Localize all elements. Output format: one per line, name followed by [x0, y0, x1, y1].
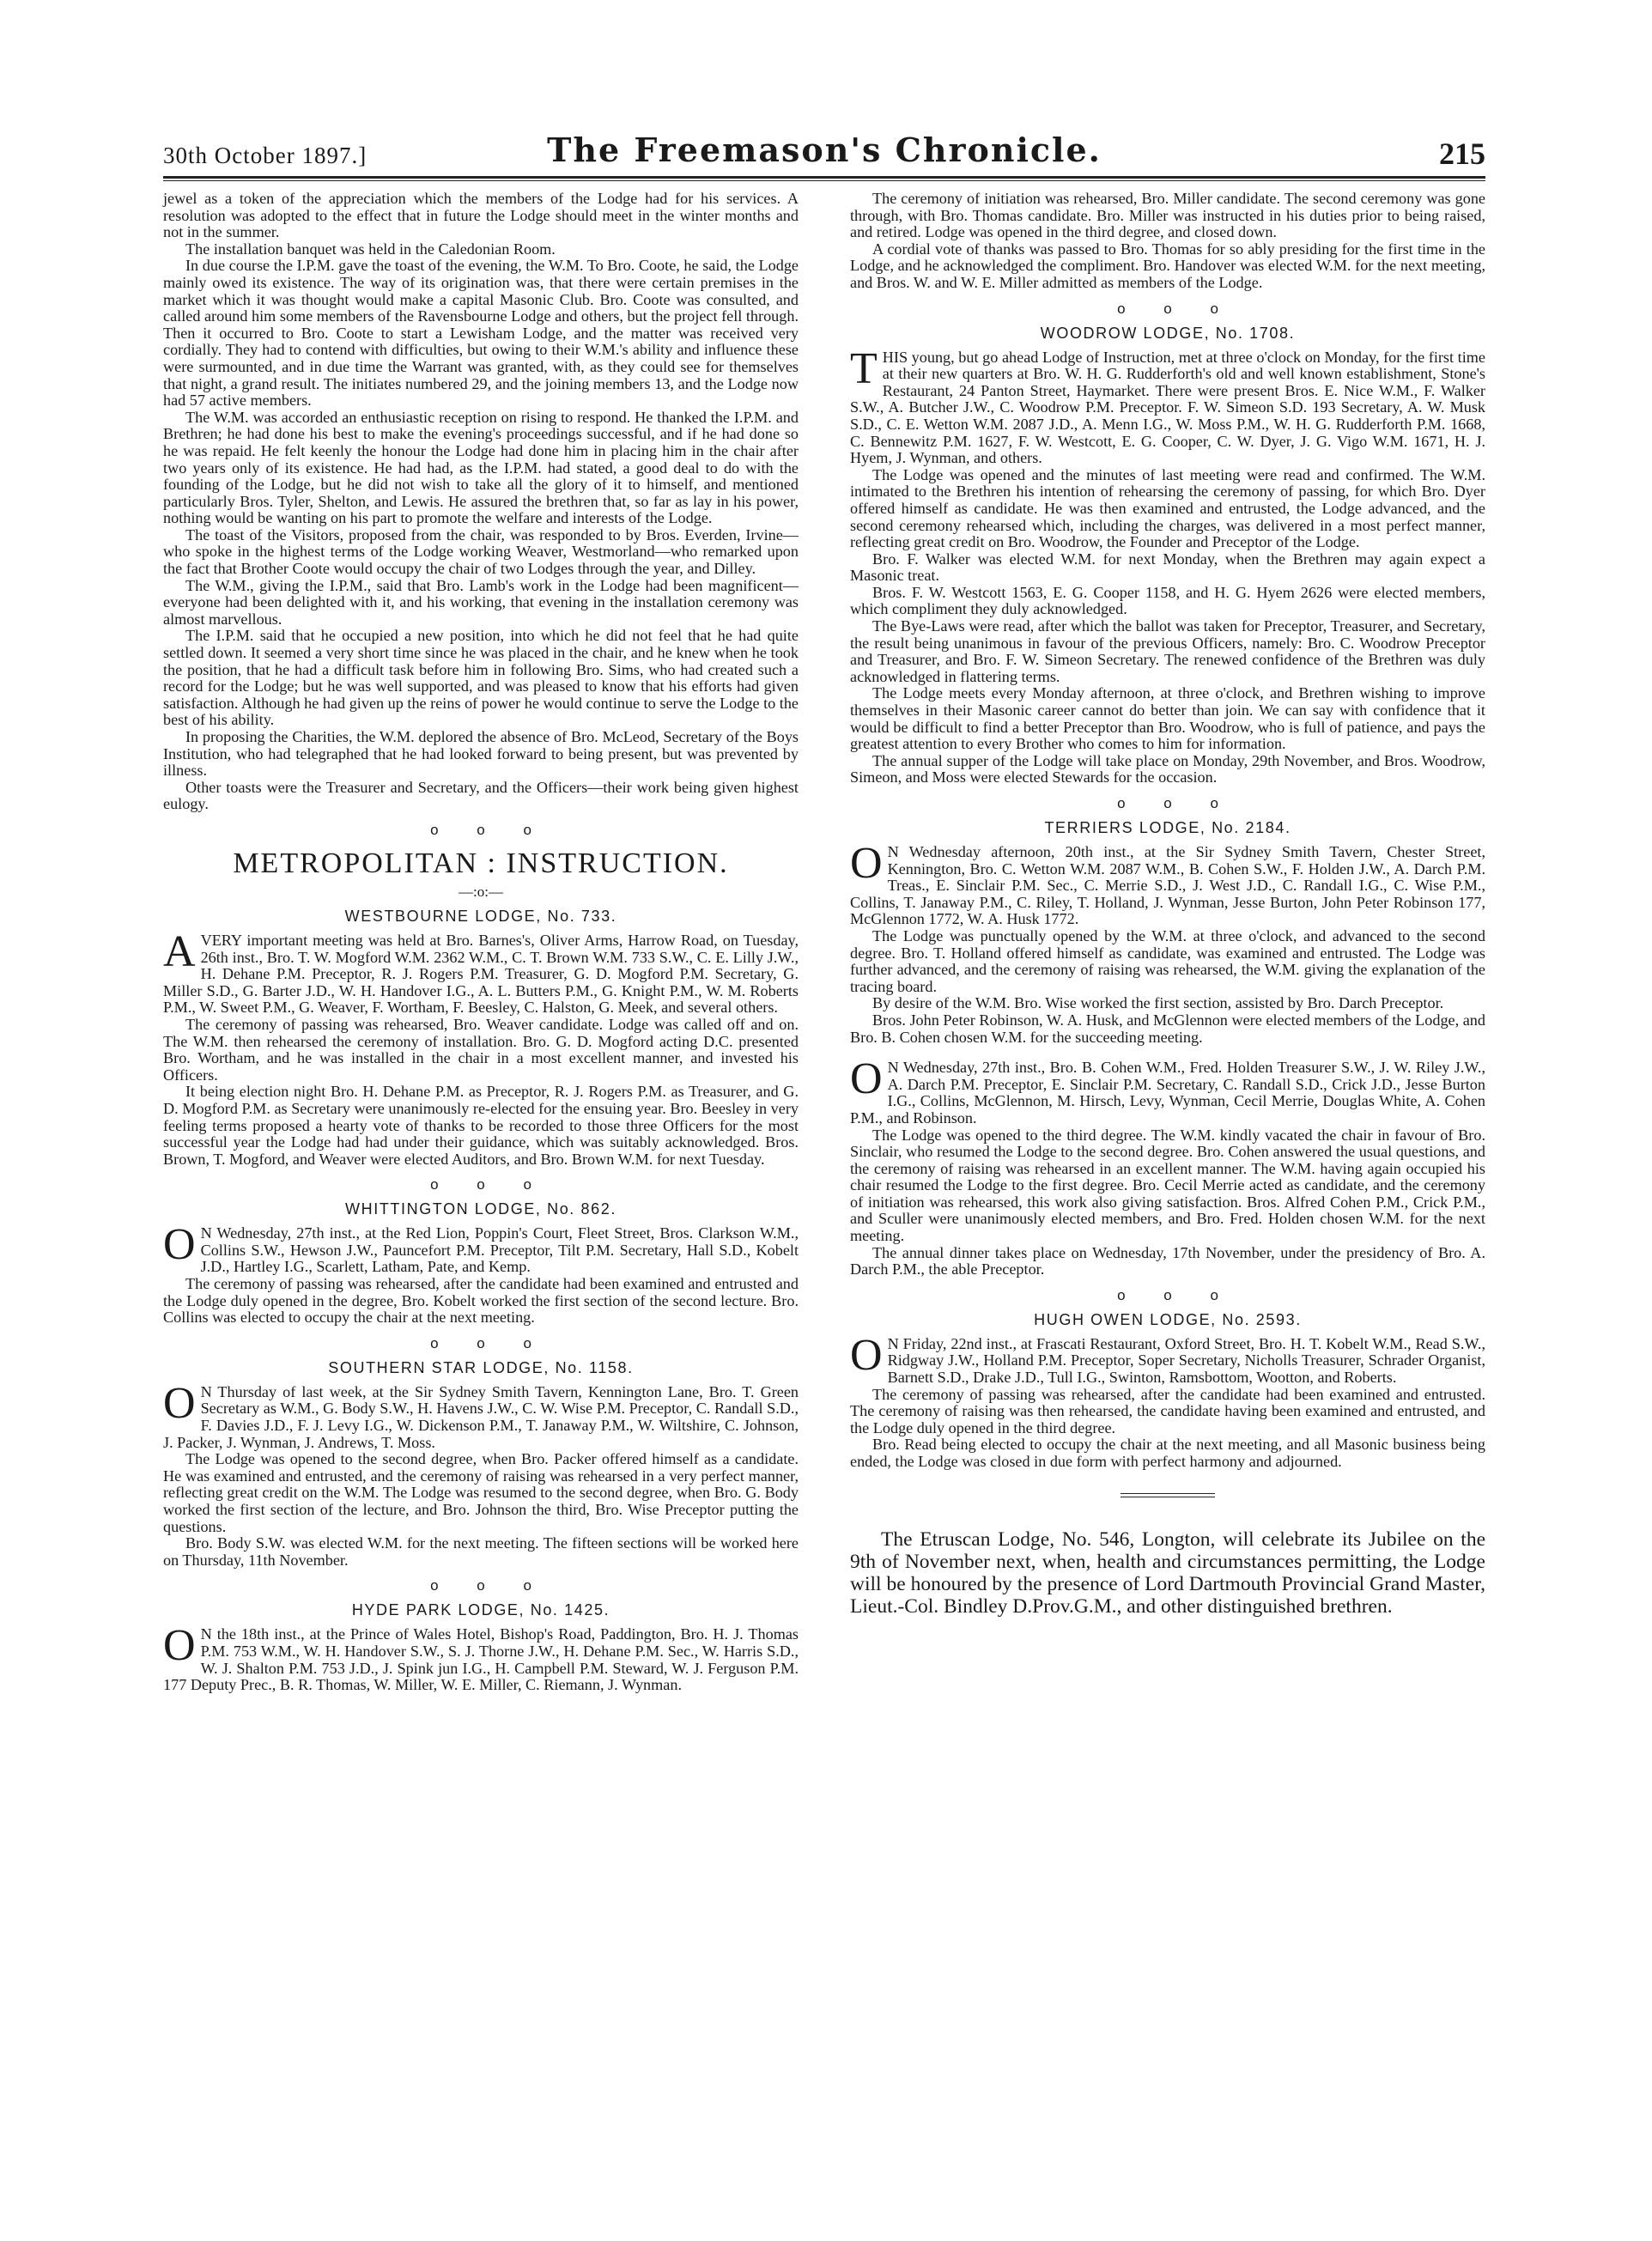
article-paragraph: The Lodge was opened to the third degree. The W.M. kindly vacated the chair in favour of Bro. Sinclair, who resumed the Lodge to the second degree. Bro. Cohen answered the usual questions, and the ceremony of raising was rehearsed in an excellent manner. The W.M. having again occupied his chair resumed the Lodge to the first degree. Bro. Cecil Merrie acted as candidate, and the ceremony of initiation was rehearsed, this work also giving satisfaction. Bros. Alfred Cohen P.M., Crick P.M., and Sculler were unanimously elected members, and Bro. Fred. Holden chosen W.M. for the next meeting.: [850, 1126, 1485, 1245]
article-paragraph: Bros. F. W. Westcott 1563, E. G. Cooper 1158, and H. G. Hyem 2626 were elected members, which compliment they duly acknowledged.: [850, 583, 1485, 618]
lodge-heading-westbourne: WESTBOURNE LODGE, No. 733.: [344, 907, 617, 925]
article-paragraph: The Lodge meets every Monday afternoon, at three o'clock, and Brethren wishing to improve themselves in their Masonic career cannot do better than join. We can say with confidence that it would be difficult to find a better Preceptor than Bro. Woodrow, who is full of patience, and pays the greatest attention to every Brother who comes to him for information.: [850, 684, 1485, 753]
article-paragraph: Other toasts were the Treasurer and Secretary, and the Officers—their work being given highest eulogy.: [163, 778, 799, 813]
section-separator: o o o: [430, 1577, 531, 1594]
article-paragraph: ON Wednesday afternoon, 20th inst., at the Sir Sydney Smith Tavern, Chester Street, Kennington, Bro. C. Wetton W.M. 2087 W.M., B. Cohen S.W., F. Holden J.W., A. Darch P.M. Treas., E. Sinclair P.M. Sec., C. Merrie S.D., J. West J.D., C. Randall I.G., C. Wise P.M., Collins, T. Janaway P.M., C. Riley, T. Holland, J. Wynman, Jesse Burton, John Peter Robinson 177, McGlennon 1772, W. A. Husk 1772.: [850, 839, 1485, 928]
article-paragraph: ON Wednesday, 27th inst., at the Red Lion, Poppin's Court, Fleet Street, Bros. Clarkson W.M., Collins S.W., Hewson J.W., Pauncefort P.M. Preceptor, Tilt P.M. Secretary, Hall S.D., Kobelt J.D., Hartley I.G., Scarlett, Latham, Pate, and Kemp.: [163, 1220, 799, 1276]
article-paragraph: The Bye-Laws were read, after which the ballot was taken for Preceptor, Treasurer, and Secretary, the result being unanimous in favour of the previous Officers, namely: Bro. C. Woodrow Preceptor and Treasurer, and Bro. F. W. Simeon Secretary. The renewed confidence of the Brethren was duly acknowledged in flattering terms.: [850, 617, 1485, 685]
article-paragraph: Bro. F. Walker was elected W.M. for next Monday, when the Brethren may again expect a Masonic treat.: [850, 550, 1485, 585]
article-paragraph: In proposing the Charities, the W.M. deplored the absence of Bro. McLeod, Secretary of the Boys Institution, who had telegraphed that he had looked forward to being present, but was prevented by illness.: [163, 728, 799, 780]
right-column: [850, 191, 1485, 1618]
article-paragraph: The ceremony of passing was rehearsed, after the candidate had been examined and entrusted and the Lodge duly opened in the degree, Bro. Kobelt worked the first section of the second lecture. Bro. Collins was elected to occupy the chair at the next meeting.: [163, 1275, 799, 1327]
section-separator: o o o: [1117, 795, 1218, 811]
section-separator: o o o: [430, 1334, 531, 1351]
section-separator: o o o: [430, 1176, 531, 1193]
article-paragraph: The Lodge was opened to the second degree, when Bro. Packer offered himself as a candidate. He was examined and entrusted, and the ceremony of raising was rehearsed in a very perfect manner, reflecting great credit on the W.M. The Lodge was resumed to the second degree, when Bro. G. Body worked the first section of the lecture, and Bro. Johnson the third, Bro. Wise Preceptor putting the questions.: [163, 1450, 799, 1535]
article-paragraph: AVERY important meeting was held at Bro. Barnes's, Oliver Arms, Harrow Road, on Tuesday, 26th inst., Bro. T. W. Mogford W.M. 2362 W.M., C. T. Brown W.M. 733 S.W., C. E. Lilly J.W., H. Dehane P.M. Preceptor, R. J. Rogers P.M. Treasurer, G. D. Mogford P.M. Secretary, G. Miller S.D., G. Barter J.D., W. H. Handover I.G., A. L. Butters P.M., G. Knight P.M., W. M. Roberts P.M., W. Sweet P.M., G. Weaver, F. Wortham, F. Beesley, C. Halston, G. Meek, and several others.: [163, 926, 799, 1017]
article-paragraph: Bros. John Peter Robinson, W. A. Husk, and McGlennon were elected members of the Lodge, and Bro. B. Cohen chosen W.M. for the succeeding meeting.: [850, 1011, 1485, 1046]
lodge-heading-hugh-owen: HUGH OWEN LODGE, No. 2593.: [1034, 1310, 1302, 1328]
article-paragraph: A cordial vote of thanks was passed to Bro. Thomas for so ably presiding for the first time in the Lodge, and he acknowledged the compliment. Bro. Handover was elected W.M. for the next meeting, and Bros. W. and W. E. Miller admitted as members of the Lodge.: [850, 240, 1485, 291]
article-paragraph: The annual dinner takes place on Wednesday, 17th November, under the presidency of Bro. A. Darch P.M., the able Preceptor.: [850, 1243, 1485, 1278]
lodge-heading-whittington: WHITTINGTON LODGE, No. 862.: [345, 1200, 616, 1218]
masthead-rule-thin: [163, 180, 1485, 181]
article-paragraph: The I.P.M. said that he occupied a new position, into which he did not feel that he had quite settled down. It seemed a very short time since he was placed in the chair, and he knew when he took the position, that he had a difficult task before him in following Bro. Sims, who had created such a record for the Lodge; but he was well supported, and was pleased to know that his efforts had given satisfaction. Although he had given up the reins of power he would continue to serve the Lodge to the best of his ability.: [163, 627, 799, 729]
article-paragraph: ON Friday, 22nd inst., at Frascati Restaurant, Oxford Street, Bro. H. T. Kobelt W.M., Read S.W., Ridgway J.W., Holland P.M. Preceptor, Soper Secretary, Nicholls Treasurer, Schrader Organist, Barnett S.D., Drake J.D., Tull I.G., Swinton, Ramsbottom, Wootton, and Roberts.: [850, 1330, 1485, 1387]
section-separator: o o o: [1117, 1286, 1218, 1303]
lodge-heading-southern-star: SOUTHERN STAR LODGE, No. 1158.: [328, 1358, 634, 1376]
masthead: [163, 129, 1485, 180]
article-paragraph: ON the 18th inst., at the Prince of Wales Hotel, Bishop's Road, Paddington, Bro. H. J. Thomas P.M. 753 W.M., W. H. Handover S.W., S. J. Thorne J.W., H. Dehane P.M. Sec., W. Harris S.D., W. J. Shalton P.M. 753 J.D., J. Spink jun I.G., H. Campbell P.M. Steward, W. J. Ferguson P.M. 177 Deputy Prec., B. R. Thomas, W. Miller, W. E. Miller, C. Riemann, J. Wynman.: [163, 1621, 799, 1694]
article-paragraph: The annual supper of the Lodge will take place on Monday, 29th November, and Bros. Woodrow, Simeon, and Moss were elected Stewards for the occasion.: [850, 751, 1485, 786]
article-paragraph: Bro. Read being elected to occupy the chair at the next meeting, and all Masonic business being ended, the Lodge was closed in due form with perfect harmony and adjourned.: [850, 1436, 1485, 1470]
article-paragraph: The Lodge was punctually opened by the W.M. at three o'clock, and advanced to the second degree. Bro. T. Holland offered himself as candidate, was examined and entrusted. The Lodge was further advanced, and the ceremony of raising was rehearsed, the W.M. giving the explanation of the tracing board.: [850, 926, 1485, 995]
section-separator: o o o: [1117, 300, 1218, 317]
page-number: 215: [1439, 137, 1485, 171]
article-paragraph: The ceremony of initiation was rehearsed, Bro. Miller candidate. The second ceremony was gone through, with Bro. Thomas candidate. Bro. Miller was instructed in his duties prior to being raised, and retired. Lodge was opened in the third degree, and closed down.: [850, 190, 1485, 241]
article-paragraph: The installation banquet was held in the Caledonian Room.: [185, 240, 556, 258]
lodge-heading-woodrow: WOODROW LODGE, No. 1708.: [1040, 324, 1296, 342]
lodge-heading-terriers: TERRIERS LODGE, No. 2184.: [1044, 819, 1291, 836]
article-paragraph: ON Thursday of last week, at the Sir Sydney Smith Tavern, Kennington Lane, Bro. T. Green Secretary as W.M., G. Body S.W., H. Havens J.W., C. W. Wise P.M. Preceptor, C. Randall S.D., F. Davies J.D., F. J. Levy I.G., W. Dickenson P.M., T. Janaway P.M., W. Wiltshire, C. Johnson, J. Packer, J. Wynman, J. Andrews, T. Moss.: [163, 1378, 799, 1451]
article-paragraph: The toast of the Visitors, proposed from the chair, was responded to by Bros. Everden, Irvine—who spoke in the highest terms of the Lodge working Weaver, Westmorland—who remarked upon the fact that Brother Coote would occupy the chair of two Lodges through the year, and Dilley.: [163, 525, 799, 578]
article-paragraph: It being election night Bro. H. Dehane P.M. as Preceptor, R. J. Rogers P.M. as Treasurer, and G. D. Mogford P.M. as Secretary were unanimously re-elected for the ensuing year. Bro. Beesley in very feeling terms proposed a hearty vote of thanks to be recorded to those three Officers for the most successful year the Lodge had had under their guidance, which was suitably acknowledged. Bros. Brown, T. Mogford, and Weaver were elected Auditors, and Bro. Brown W.M. for next Tuesday.: [163, 1083, 799, 1168]
etruscan-lodge-notice: The Etruscan Lodge, No. 546, Longton, will celebrate its Jubilee on the 9th of November next, when, health and circumstances permitting, the Lodge will be honoured by the presence of Lord Dartmouth Provincial Grand Master, Lieut.-Col. Bindley D.Prov.G.M., and other distinguished brethren.: [850, 1527, 1485, 1618]
article-paragraph: THIS young, but go ahead Lodge of Instruction, met at three o'clock on Monday, for the first time at their new quarters at Bro. W. H. G. Rudderforth's old and well known establishment, Stone's Restaurant, 24 Panton Street, Haymarket. There were present Bros. E. Nice W.M., F. Walker S.W., A. Butcher J.W., C. Woodrow P.M. Preceptor. F. W. Simeon S.D. 193 Secretary, A. W. Musk S.D., C. E. Wetton W.M. 2087 J.D., A. Menn I.G., W. Moss P.M., W. H. G. Rudderforth P.M. 1668, C. Bennewitz P.M. 1627, F. W. Westcott, E. G. Cooper, C. W. Dyer, J. G. Vigo W.M. 1671, H. J. Hyem, J. Wynman, and others.: [850, 343, 1485, 467]
lodge-heading-hyde-park: HYDE PARK LODGE, No. 1425.: [351, 1601, 610, 1619]
article-paragraph: The W.M. was accorded an enthusiastic reception on rising to respond. He thanked the I.P.M. and Brethren; he had done his best to make the evening's proceedings successful, and if he had done so he was repaid. He felt keenly the honour the Lodge had done him in placing him in the chair after two years only of its existence. He had had, as the I.P.M. had stated, a good deal to do with the founding of the Lodge, but he did not wish to take all the glory of it to himself, and mentioned particularly Bros. Tyler, Shelton, and Lewis. He assured the brethren that, so far as lay in his power, nothing would be wanting on his part to promote the welfare and interests of the Lodge.: [163, 408, 799, 527]
article-paragraph: The ceremony of passing was rehearsed, after the candidate had been examined and entrusted. The ceremony of raising was then rehearsed, the candidate having been examined and entrusted, and the Lodge duly opened in the third degree.: [850, 1385, 1485, 1436]
divider-rule: [1121, 1493, 1215, 1497]
newspaper-title: The Freemason's Chronicle.: [547, 131, 1102, 169]
masthead-rule: [163, 176, 1485, 179]
article-paragraph: Bro. Body S.W. was elected W.M. for the next meeting. The fifteen sections will be worked here on Thursday, 11th November.: [163, 1534, 799, 1569]
article-paragraph: The ceremony of passing was rehearsed, Bro. Weaver candidate. Lodge was called off and on. The W.M. then rehearsed the ceremony of installation. Bro. G. D. Mogford acting D.C. presented Bro. Wortham, and he was installed in the chair in a most excellent manner, and invested his Officers.: [163, 1015, 799, 1084]
article-paragraph: The Lodge was opened and the minutes of last meeting were read and confirmed. The W.M. intimated to the Brethren his intention of rehearsing the ceremony of passing, for which Bro. Dyer offered himself as candidate. He was then examined and entrusted, the Lodge advanced, and the second ceremony rehearsed which, including the charges, was delivered in a most perfect manner, reflecting great credit on Bro. Woodrow, the Founder and Preceptor of the Lodge.: [850, 465, 1485, 551]
issue-date: 30th October 1897.]: [163, 143, 367, 168]
article-paragraph: The W.M., giving the I.P.M., said that Bro. Lamb's work in the Lodge had been magnificent—everyone had been delighted with it, and his working, that evening in the installation ceremony was almost marvellous.: [163, 576, 799, 628]
article-paragraph: By desire of the W.M. Bro. Wise worked the first section, assisted by Bro. Darch Preceptor.: [872, 994, 1444, 1012]
left-column: [163, 191, 799, 1694]
heading-ornament: —:o:—: [459, 883, 503, 900]
article-paragraph: jewel as a token of the appreciation which the members of the Lodge had for his services. A resolution was adopted to the effect that in future the Lodge should meet in the winter months and not in the summer.: [163, 190, 799, 241]
section-separator: o o o: [430, 821, 531, 838]
article-paragraph: ON Wednesday, 27th inst., Bro. B. Cohen W.M., Fred. Holden Treasurer S.W., J. W. Riley J.W., A. Darch P.M. Preceptor, E. Sinclair P.M. Secretary, C. Randall S.D., Crick J.D., Jesse Burton I.G., Collins, McGlennon, M. Hirsch, Levy, Wynman, Cecil Merrie, Douglas White, A. Cohen P.M., and Robinson.: [850, 1054, 1485, 1127]
article-paragraph: In due course the I.P.M. gave the toast of the evening, the W.M. To Bro. Coote, he said, the Lodge mainly owed its existence. The way of its origination was, that there were certain premises in the market which it was thought would make a capital Masonic Club. Bro. Coote was consulted, and called around him some members of the Ravensbourne Lodge and others, but the project fell through. Then it occurred to Bro. Coote to start a Lewisham Lodge, and the matter was received very cordially. They had to contend with difficulties, but owing to their W.M.'s ability and influence these were surmounted, and in due time the Warrant was granted, with, as they could see for themselves that night, a grand result. The initiates numbered 29, and the joining members 13, and the Lodge now had 57 active members.: [163, 257, 799, 410]
section-heading-metropolitan: METROPOLITAN : INSTRUCTION.: [233, 847, 729, 879]
